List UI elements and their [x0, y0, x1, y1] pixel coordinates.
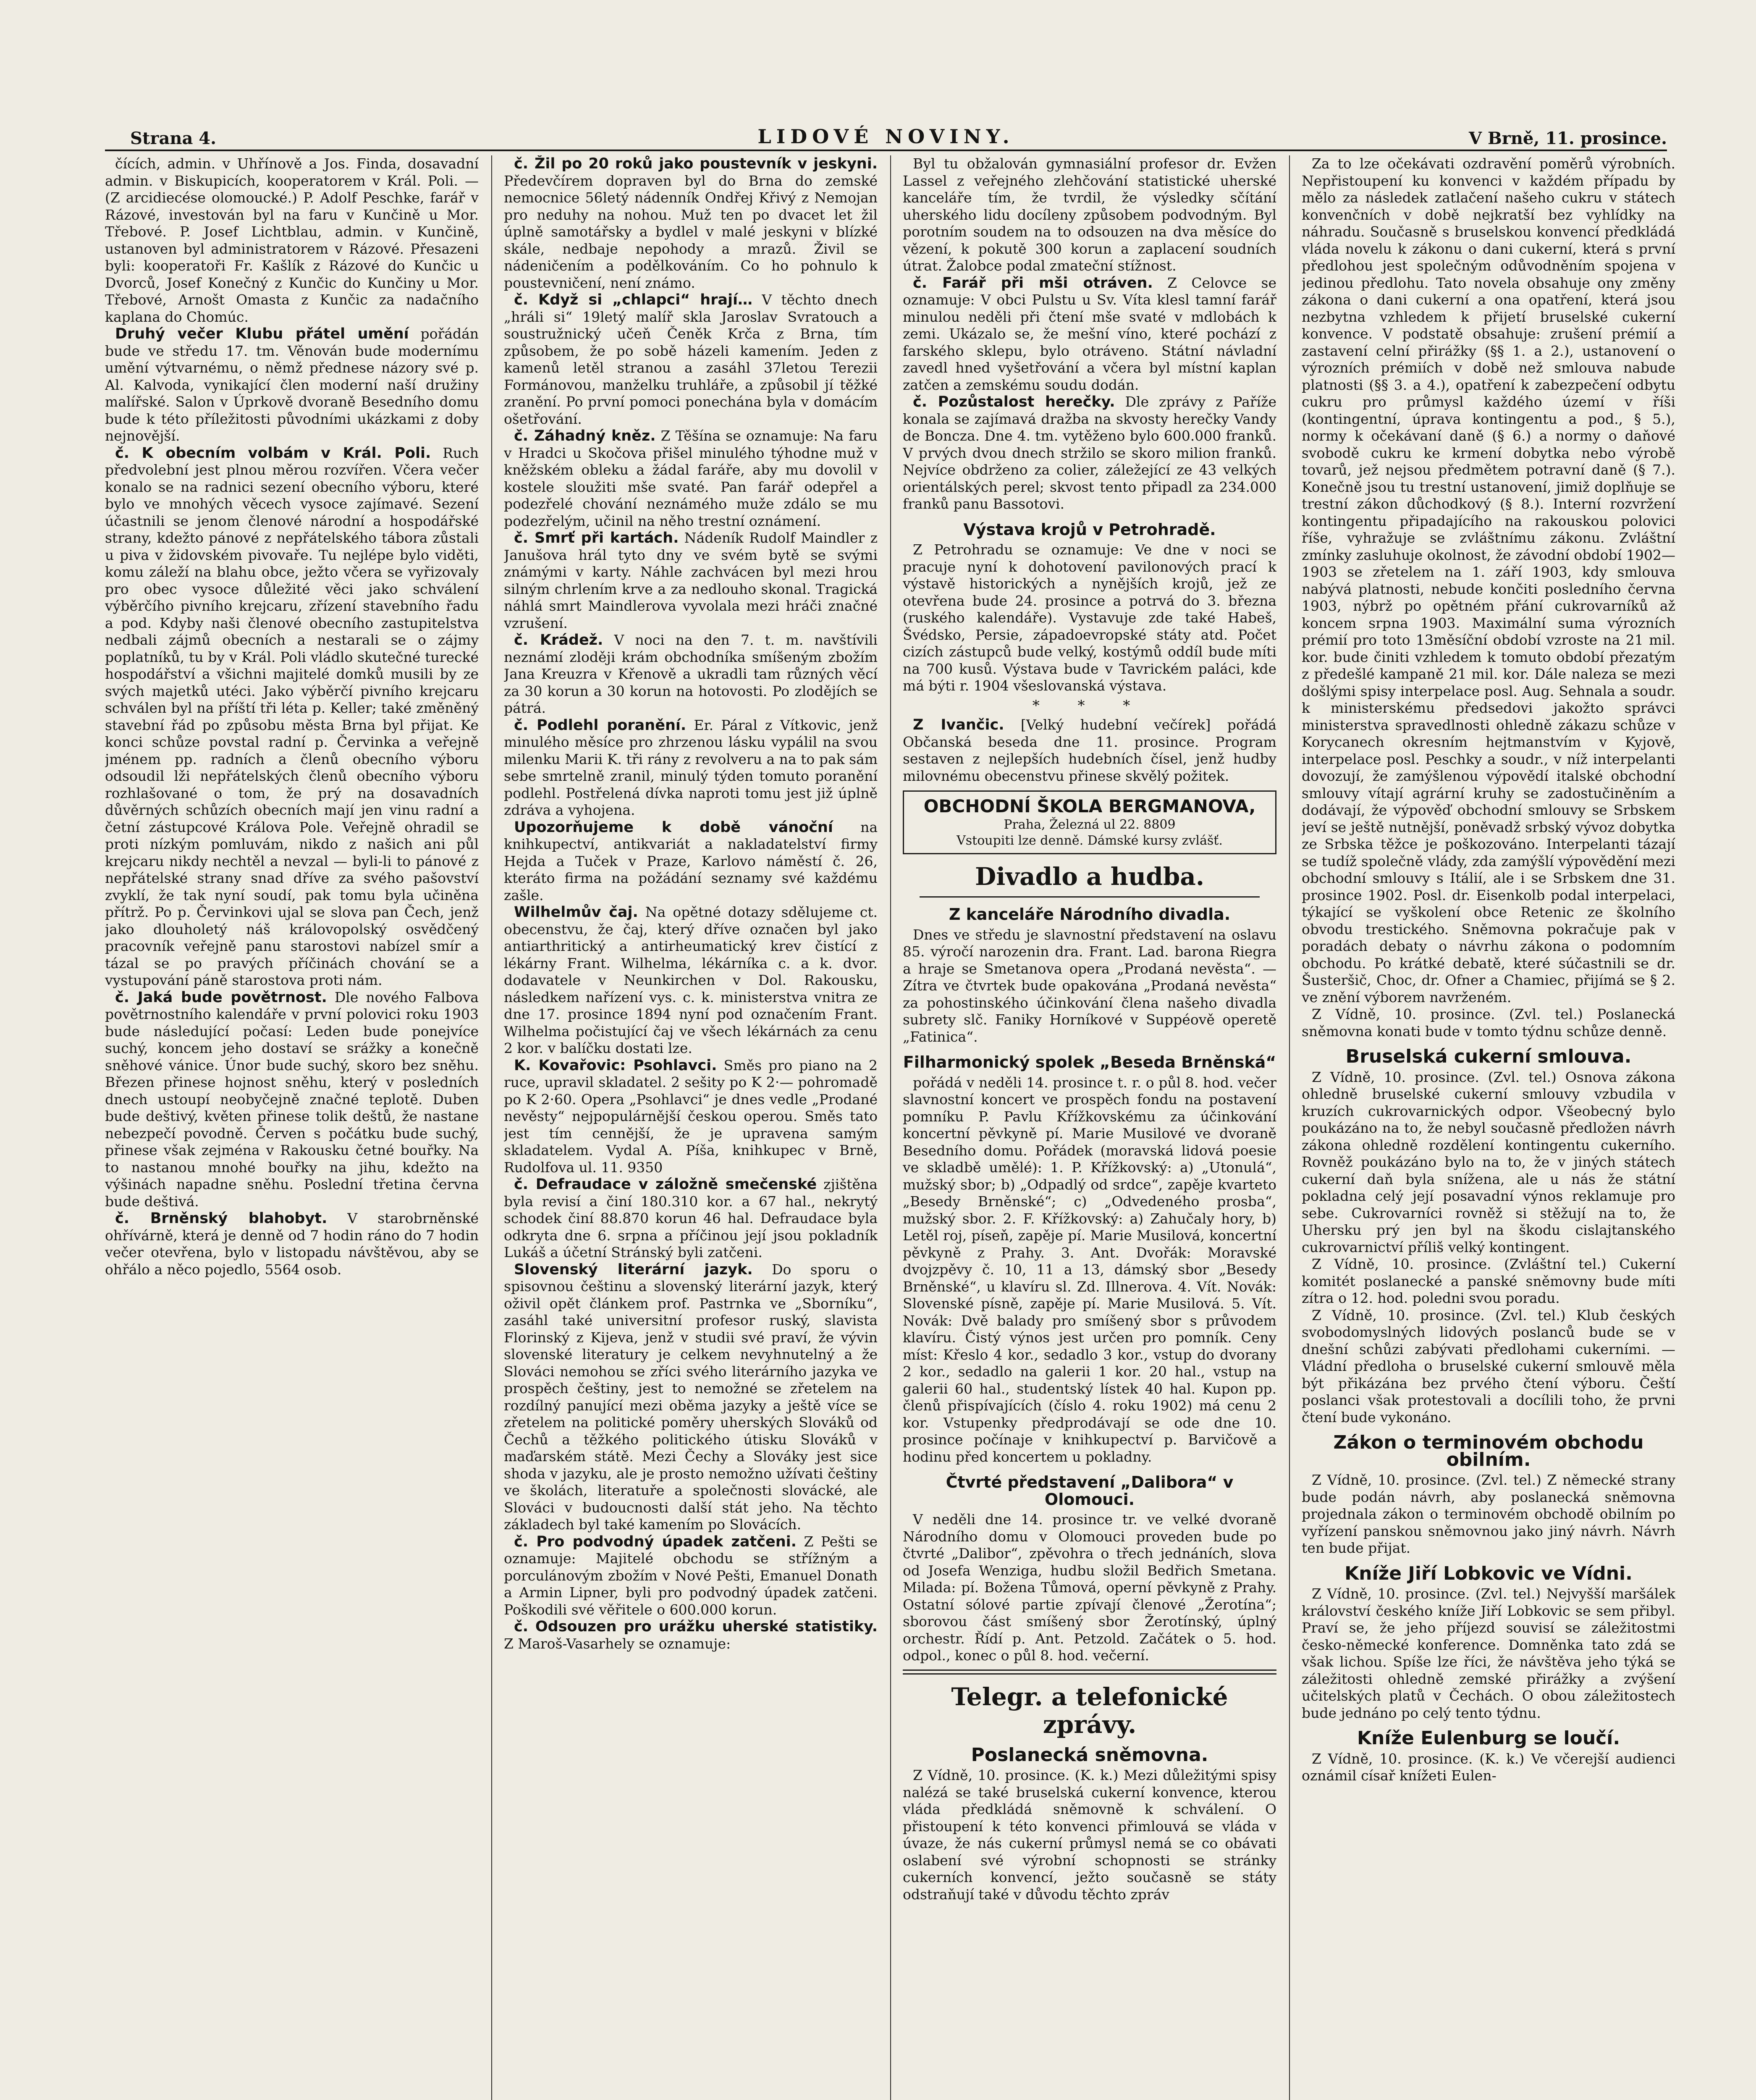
article-text: Dle zprávy z Paříže konala se zajímavá dražba na skvosty herečky Vandy de Boncza. Dne 4. tm. vytěženo bylo 600.000 franků. V prvých dvou dnech stržilo se skoro milion franků. Nejvíce obdrženo za colier, záležející ze 43 velkých orientálských perel; skvost tento připadl za 234.000 franků panu Bassotovi.	[903, 394, 1276, 512]
article-text: Z Vídně, 10. prosince. (Zvláštní tel.) Cukerní komitét poslanecké a panské sněmovny bude míti zítra o 12. hod. poledni svou poradu.	[1302, 1256, 1675, 1306]
article-headline: č. K obecním volbám v Král. Poli.	[115, 444, 431, 462]
article-text: Z Petrohradu se oznamuje: Ve dne v noci se pracuje nyní k dohotovení pavilonových prací k výstavě historických a nynějších krojů, jež ze otevřena bude 24. prosince a potrvá do 3. března (ruského kalendáře). Vystavuje zde také Habeš, Švédsko, Persie, západoevropské státy atd. Počet cizích zástupců bude velký, kostýmů oddíl bude míti na 700 kusů. Výstava bude v Tavrickém paláci, kde má býti r. 1904 všeslovanská výstava.	[903, 541, 1276, 694]
article-headline: Filharmonický spolek „Beseda Brněnská“	[903, 1053, 1276, 1071]
article-text: Z Vídně, 10. prosince. (Zvl. tel.) Poslanecká sněmovna konati bude v tomto týdnu schůze denně.	[1302, 1006, 1675, 1040]
advert-title: OBCHODNÍ ŠKOLA BERGMANOVA,	[923, 796, 1256, 816]
column-divider	[890, 155, 891, 2100]
article-text: Byl tu obžalován gymnasiální profesor dr. Evžen Lassel z veřejného zlehčování statistické uherské kanceláře tím, že tvrdil, že výsledky sčítání uherského lidu docíleny způsobem podvodným. Byl porotním soudem na to odsouzen na dva měsíce do vězení, k pokutě 300 korun a zaplacení soudních útrat. Žalobce podal zmateční stížnost.	[903, 155, 1276, 274]
article-text: Z Maroš-Vasarhely se oznamuje:	[504, 1635, 731, 1652]
article-text: Ruch předvolební jest plnou měrou rozvířen. Včera večer konalo se na radnici sezení obecního výboru, které bylo ve mnohých věcech vysoce zajímavé. Sezení účastnili se jenom členové národní a hospodářské strany, kdežto pánové z nepřátelského tábora zůstali u piva v židovském pivovaře. Tu nejlépe bylo viděti, komu záleží na blahu obce, ježto včera se vyřizovaly pro obec vysoce důležité věci jako schválení výběrčího pivního krejcaru, zřízení stavebního řadu a pod. Kdyby naši členové obecního zastupitelstva nedbali zájmů obecních a nestarali se o zájmy poplatníků, tu by v Král. Poli vládlo skutečné turecké hospodářství a všichni majitelé domků musili by ze svých majetků utéci. Jako výběrčí pivního krejcaru schválen byl na příští tři léta p. Keller; také změněný stavební řád po způsobu města Brna byl přijat. Ke konci schůze povstal radní p. Červinka a veřejně jménem pp. radních a členů obecního výboru odsoudil lži nepřátelských členů obecního výboru rozhlašované o tom, že prý na dosavadních důvěrných schůzích obecních mají jen vinu radní a četní zástupcové Králova Pole. Veřejně ohradil se proti nízkým pomluvám, nikdo z našich ani půl krejcaru nikdy nechtěl a nevzal — byli-li to pánové z nepřátelské strany snad dříve za svého pašovství zvyklí, že tak nyní soudí, pak tomu byla učiněna přítrž. Po p. Červinkovi ujal se slova pan Čech, jenž jako dlouholetý náš královopolský osvědčený pracovník veřejně panu starostovi nabízel smír a tázal se po pravých příčinách chování se a vystupování páně starostova proti nám.	[105, 444, 479, 988]
article-text: pořádá v neděli 14. prosince t. r. o půl 8. hod. večer slavnostní koncert ve prospěch fondu na postavení pomníku P. Pavlu Křížkovskému za účinkování koncertní pěvkyně pí. Marie Musilové ve dvoraně Besedního domu. Pořádek (moravská lidová poesie ve skladbě umělé): 1. P. Křížkovský: a) „Utonulá“, mužský sbor; b) „Odpadlý od srdce“, zapěje kvarteto „Besedy Brněnské“; c) „Odvedeného prosba“, mužský sbor. 2. F. Křížkovský: a) Zahučaly hory, b) Letěl roj, píseň, zapěje pí. Marie Musilová, koncertní pěvkyně z Prahy. 3. Ant. Dvořák: Moravské dvojzpěvy č. 10, 11 a 13, dámský sbor „Besedy Brněnské“, u klavíru sl. Zd. Illnerova. 4. Vít. Novák: Slovenské písně, zapěje pí. Marie Musilová. 5. Vít. Novák: Dvě balady pro smíšený sbor s průvodem klavíru. Čistý výnos jest určen pro pomník. Ceny míst: Křeslo 4 kor., sedadlo 3 kor., vstup do dvorany 2 kor., sedadlo na galerii 1 kor. 20 hal., vstup na galerii 60 hal., studentský lístek 40 hal. Kupon pp. členů přispívajících (číslo 4. roku 1902) má cenu 2 kor. Vstupenky předprodávají se ode dne 10. prosince počínaje v knihkupectví p. Barvičově a hodinu před koncertem u pokladny.	[903, 1074, 1276, 1465]
article-headline: Zákon o terminovém obchodu obilním.	[1333, 1432, 1644, 1470]
article-text: V noci na den 7. t. m. navštívili neznámí zloději krám obchodníka smíšeným zbožím Jana Kreuzra v Křenově a ukradli tam různých věcí za 30 korun a 30 korun na hotovosti. Po zlodějích se pátrá.	[504, 632, 878, 716]
article-headline: Poslanecká sněmovna.	[971, 1744, 1208, 1766]
column-divider	[1289, 155, 1290, 2100]
article-text: Z Vídně, 10. prosince. (Zvl. tel.) Klub českých svobodomyslných lidových poslanců bude se v dnešní schůzi zabývati předlohami cukerními. — Vládní předloha o bruselské cukerní smlouvě měla být přikázána bez prvého čtení výboru. Čeští poslanci však protestovali a docílili toho, že prvni čtení bude vykonáno.	[1302, 1307, 1675, 1425]
page-number: Strana 4.	[130, 129, 217, 148]
article-headline: č. Jaká bude povětrnost.	[115, 989, 327, 1006]
article-headline: Wilhelmův čaj.	[514, 904, 638, 921]
article-text: Z Celovce se oznamuje: V obci Pulstu u Sv. Víta klesl tamní farář minulou neděli při čtení mše svaté v mdlobách k zemi. Ukázalo se, že mešní víno, které pochází z farského sklepu, bylo otráveno. Státní návladní zavedl hned vyšetřování a včera byl místní kaplan zatčen a zemskému soudu dodán.	[903, 274, 1276, 393]
article-text: Předevčírem dopraven byl do Brna do zemské nemocnice 56letý nádenník Ondřej Křivý z Nemojan pro neduhy na nohou. Muž ten po dvacet let žil úplně samotářsky a bydlel v malé jeskyni v blízké skále, nedbaje nepohody a mrazů. Živil se nádeničením a podělkováním. Co ho pohnulo k poustevničení, není známo.	[504, 172, 878, 291]
article-text: Z Vídně, 10. prosince. (K. k.) Mezi důležitými spisy nalézá se také bruselská cukerní konvence, kterou vláda předkládá sněmovně k schválení. O přistoupení k této konvenci přimlouvá se vláda v úvaze, že nás cukerní průmysl nemá se co obávati oslabení své výrobní schopnosti se stránky cukerních konvencí, ježto současně se státy odstraňují také v důvodu těchto zpráv	[903, 1767, 1276, 1903]
article-headline: č. Defraudace v záložně smečenské	[514, 1176, 817, 1193]
article-text: pořádán bude ve středu 17. tm. Věnován bude modernímu umění výtvarnému, o němž přednese názory své p. Al. Kalvoda, vynikající člen moderní naší družiny malířské. Salon v Úprkově dvoraně Besedního domu bude k této příležitosti původními ukázkami z doby nejnovější.	[105, 326, 479, 444]
article-headline: Slovenský literární jazyk.	[514, 1261, 753, 1278]
article-text: Za to lze očekávati ozdravění poměrů výrobních. Nepřistoupení ku konvenci v každém případu by mělo za následek zatlačení našeho cukru v státech konvenčních v době nejkratší bez vyhlídky na náhradu. Současně s bruselskou konvencí předkládá vláda novelu k zákonu o dani cukerní, která s první předlohou jest společným odůvodněním spojena v jedinou předlohu. Tato novela obsahuje ony změny zákona o dani cukerní a ona opatření, která jsou nezbytna vzhledem k přijetí bruselské cukerní konvence. V podstatě obsahuje: zrušení prémií a zastavení celní přirážky (§§ 1. a 2.), ustanovení o výrozních prémiích v době než smlouva nabude platnosti (§§ 3. a 4.), opatření k zabezpečení odbytu cukru pro průmysl každého území v říši (kontingentní, úprava kontingentu a pod., § 5.), normy k očekávaní daně (§ 6.) a normy o daňové svobodě cukru ke krmení dobytka nebo výrobě tovarů, jež nejsou předmětem potravní daně (§ 7.). Konečně jsou tu trestní ustanovení, jimiž doplňuje se trestní zákon důchodkový (§ 8.). Interní rozvržení kontingentu připadajícího na rakouskou polovici říše, vyhražuje se zvláštnímu zákonu. Zvláštní zmínky zasluhuje okolnost, že závodní období 1902—1903 se zřetelem na 1. září 1903, kdy smlouva nabývá platnosti, nebude končiti posledního června 1903, nýbrž po opětném přání cukrovarníků až koncem srpna 1903. Maximální suma výrozních prémií pro toto 13měsíční období vzroste na 21 mil. kor. bude činiti vzhledem k tomuto období přezatým z předešlé kampaně 21 mil. kor. Dále naleza se mezi došlými spisy interpelace posl. Aug. Sehnala a soudr. k ministerskému předsedovi jakožto správci ministerstva spravedlnosti ohledně zákazu schůze v Korycanech okresním hejtmanstvím v Kyjově, interpelace posl. Peschky a soudr., v níž interpelanti dovozují, že zamýšlenou výpovědí italské obchodní smlouvy vítají agrární kruhy se zadostučiněním a dodávají, že výpověď obchodní smlouvy se Srbskem jeví se ještě nutnější, poněvadž srbský vývoz dobytka ze Srbska těžce je poškozováno. Interpelanti tázají se tudíž společně vlády, zda zamýšlí výpovědění mezi obchodní smlouvy s Itálií, ale i se Srbskem dne 31. prosince 1902. Posl. dr. Eisenkolb podal interpelaci, týkající se vyškolení obce Retenic ze školního obvodu trestického. Sněmovna pokračuje pak v poradách debaty o návrhu zákona o podomním obchodu. Po krátké debatě, které súčastnili se dr. Šusteršič, Choc, dr. Ofner a Chamiec, přijímá se § 2. ve znění výborem navrženém.	[1302, 155, 1675, 1005]
advert-text: Směs pro piano na 2 ruce, upravil skladatel. 2 sešity po K 2·— pohromadě po K 2·60. Opera „Psohlavci“ je dnes vedle „Prodané nevěsty“ nejpopulárnější českou operou. Směs tato jest tím cennější, že je upravena samým skladatelem. Vydal A. Píša, knihkupec v Brně, Rudolfova ul. 11. 9350	[504, 1057, 878, 1176]
article-headline: Upozorňujeme k době vánoční	[514, 819, 833, 836]
article-text: V starobrněnské ohřívárně, která je denně od 7 hodin ráno do 7 hodin večer otevřena, bylo v listopadu návštěvou, aby se ohřálo a něco pojedlo, 5564 osob.	[105, 1210, 479, 1278]
newspaper-title: LIDOVÉ NOVINY.	[757, 125, 1014, 148]
article-text: Na opětné dotazy sdělujeme ct. obecenstvu, že čaj, který dříve označen byl jako antiarthritický a antirheumatický krev čistící z lékárny Frant. Wilhelma, lékárníka c. a k. dvor. dodavatele v Neunkirchen v Dol. Rakousku, následkem nařízení vys. c. k. ministerstva vnitra ze dne 17. prosince 1894 nyní pod označením Frant. Wilhelma počistující čaj ve všech lékárnách za cenu 2 kor. v balíčku dostati lze.	[504, 904, 878, 1056]
column-divider	[491, 155, 492, 2100]
column-3	[903, 155, 1276, 2100]
section-separator: * * *	[1032, 697, 1147, 714]
article-headline: Výstava krojů v Petrohradě.	[963, 520, 1216, 539]
article-headline: Kníže Eulenburg se loučí.	[1357, 1727, 1620, 1749]
article-headline: č. Pozůstalost herečky.	[913, 394, 1115, 410]
column-1	[105, 155, 479, 2100]
section-title: Telegr. a telefonické zprávy.	[951, 1682, 1228, 1739]
section-double-rule	[903, 1670, 1276, 1675]
dateline: V Brně, 11. prosince.	[1469, 129, 1667, 148]
article-text: Nádeník Rudolf Maindler z Janušova hrál tyto dny ve svém bytě se svými známými v karty. Náhle zachvácen byl mezi hrou silným chrlením krve a za nedlouho skonal. Tragická náhlá smrt Maindlerova vyvolala mezi hráči značné vzrušení.	[504, 530, 878, 631]
article-text: Z Vídně, 10. prosince. (Zvl. tel.) Z německé strany bude podán návrh, aby poslanecká sněmovna projednala zákon o terminovém obchodě obilním po vyřízení panskou sněmovnou jako jiný návrh. Návrh ten bude přijat.	[1302, 1472, 1675, 1556]
header-rule	[105, 150, 1667, 151]
article-headline: Kníže Jiří Lobkovic ve Vídni.	[1345, 1562, 1633, 1584]
article-text: Z Vídně, 10. prosince. (K. k.) Ve včerejší audienci oznámil císař knížeti Eulen-	[1302, 1750, 1675, 1784]
article-headline: Z kanceláře Národního divadla.	[949, 905, 1231, 924]
article-headline: Z Ivančic.	[913, 717, 1004, 733]
school-advert	[903, 790, 1276, 854]
article-headline: Bruselská cukerní smlouva.	[1345, 1046, 1632, 1067]
article-headline: č. Smrť při kartách.	[514, 530, 679, 546]
article-text: zjištěna byla revisí a činí 180.310 kor. a 67 hal., nekrytý schodek činí 88.870 korun 46 hal. Defraudace byla odkryta dne 6. srpna a příčinou její jsou pokladník Lukáš a účetní Stránský byli zatčeni.	[504, 1176, 878, 1260]
article-text: Do sporu o spisovnou češtinu a slovenský literární jazyk, který oživil opět článkem prof. Pastrnka ve „Sborníku“, zasáhl také universitní profesor ruský, slavista Florinský z Kijeva, jenž v studii své praví, že vývin slovenské literatury je celkem nevyhnutelný a že Slováci nemohou se zříci svého literárního jazyka ve prospěch češtiny, jest to nemožné se zřetelem na rozdílný panující mezi oběma jazyky a ještě více se zřetelem na politické poměry uherských Slováků od Čechů a těžkého politického útisku Slováků v maďarském státě. Mezi Čechy a Slováky jest sice shoda v jazyku, ale je prosto nemožno užívati češtiny ve školách, literatuře a společnosti slovácké, ale Slováci v budoucnosti další stát jeho. Na těchto základech byl také kamením po Slovácích.	[504, 1261, 878, 1533]
article-text: Z Pešti se oznamuje: Majitelé obchodu se střížným a porculánovým zbožím v Nové Pešti, Emanuel Donath a Armin Lipner, byli pro podvodný úpadek zatčeni. Poškodili své věřitele o 600.000 korun.	[504, 1533, 878, 1618]
advert-headline: K. Kovařovic: Psohlavci.	[514, 1057, 717, 1074]
article-headline: č. Pro podvodný úpadek zatčeni.	[514, 1533, 797, 1550]
article-text: V neděli dne 14. prosince tr. ve velké dvoraně Národního domu v Olomouci proveden bude po čtvrté „Dalibor“, zpěvohra o třech jednáních, slova od Josefa Wenziga, hudbu složil Bedřich Smetana. Milada: pí. Božena Tůmová, operní pěvkyně z Prahy. Ostatní sólové partie zpívají členové „Žerotína“; sborovou část smíšený sbor Žerotínský, úplný orchestr. Řídí p. Ant. Petzold. Začátek o 5. hod. odpol., konec o půl 8. hod. večerní.	[903, 1511, 1276, 1664]
article-headline: č. Odsouzen pro urážku uherské statistiky.	[514, 1618, 878, 1635]
article-text: Z Vídně, 10. prosince. (Zvl. tel.) Nejvyšší maršálek království českého kníže Jiří Lobkovic se sem přibyl. Praví se, že jeho příjezd souvisí se záležitostmi česko-německé konference. Domněnka tato zdá se však lichou. Spíše lze říci, že návštěva jeho týká se záležitosti ohledně zemské přirážky a zvýšení učitelských platů v Čechách. O obou záležitostech bude jednáno po celý tento týdnu.	[1302, 1586, 1675, 1721]
column-2	[504, 155, 878, 2100]
article-headline: č. Záhadný kněz.	[514, 428, 656, 444]
column-4	[1302, 155, 1675, 2100]
article-text: Dle nového Falbova povětrnostního kalendáře v první polovici roku 1903 bude následující počasí: Leden bude ponejvíce suchý, koncem jeho dostaví se srážky a konečně sněhové vánice. Únor bude suchý, skoro bez sněhu. Březen přinese hojnost sněhu, který v posledních dnech ustoupí neobyčejně značné teplotě. Duben bude deštivý, květen přinese tolik deštů, že nastane nebezpečí povodně. Červen s počátku bude suchý, přinese však zejména v Rakousku četné bouřky. Na to nastanou mnohé bouřky na jihu, kdežto na výšinách napadne sněhu. Poslední třetina června bude deštivá.	[105, 989, 479, 1210]
article-headline: č. Krádež.	[514, 632, 603, 648]
advert-note: Vstoupiti lze denně. Dámské kursy zvlášť.	[957, 833, 1223, 848]
advert-address: Praha, Železná ul 22. 8809	[1004, 817, 1176, 832]
article-text: čících, admin. v Uhřínově a Jos. Finda, dosavadní admin. v Biskupicích, kooperatorem v Král. Poli. — (Z arcidiecése olomoucké.) P. Adolf Peschke, farář v Rázové, investován byl na faru v Kunčině u Mor. Třebové. P. Josef Lichtblau, admin. v Kunčině, ustanoven byl administratorem v Rázové. Přesazeni byli: kooperatoři Fr. Kašlík z Rázové do Kunčic u Dvorců, Josef Konečný z Kunčic do Kunčiny u Mor. Třebové, Arnošt Omasta z Kunčic za nadačního kaplana do Chomúc.	[105, 155, 479, 325]
article-text: Z Těšína se oznamuje: Na faru v Hradci u Skočova přišel minulého týhodne muž v kněžském obleku a žádal faráře, aby mu dovolil v kostele sloužiti mše svaté. Pan farář odepřel a podezřelé chování neznámého muže zdálo se mu podezřelým, učinil na něho trestní oznámení.	[504, 428, 878, 529]
section-rule	[920, 896, 1260, 898]
article-text: [Velký hudební večírek] pořádá Občanská beseda dne 11. prosince. Program sestaven z nejlepších hudebních čísel, jenž hudby milovnému obecenstvu přinese skvělý požitek.	[903, 717, 1276, 784]
article-headline: č. Farář při mši otráven.	[913, 274, 1153, 291]
article-text: na knihkupectví, antikvariát a nakladatelství firmy Hejda a Tuček v Praze, Karlovo náměstí č. 26, kteráto firma na požádání seznamy své každému zašle.	[504, 819, 878, 903]
page-header	[105, 118, 1667, 151]
article-headline: č. Když si „chlapci“ hrají…	[514, 291, 753, 308]
article-headline: Čtvrté představení „Dalibora“ v Olomouci.	[946, 1473, 1234, 1509]
article-text: Z Vídně, 10. prosince. (Zvl. tel.) Osnova zákona ohledně bruselské cukerní smlouvy vzbudila v kruzích cukrovarnických odpor. Všeobecný bylo poukázáno na to, že nebyl současně předložen návrh zákona ohledně rozdělení kontingentu cukerního. Rovněž poukázáno bylo na to, že v jiných státech cukerní daň byla snížena, ale u nás že státní pokladna celý její posavadní výnos reklamuje pro sebe. Cukrovarníci rovněž si stěžují na to, že Uhersku prý jen byl na škodu cislajtanského cukrovarnictví příliš velký kontingent.	[1302, 1068, 1675, 1255]
article-headline: č. Brněnský blahobyt.	[115, 1210, 328, 1227]
article-headline: č. Podlehl poranění.	[514, 717, 687, 734]
section-title: Divadlo a hudba.	[975, 862, 1205, 891]
article-headline: č. Žil po 20 roků jako poustevník v jeskyni.	[514, 155, 878, 172]
article-text: Dnes ve středu je slavnostní představení na oslavu 85. výročí narozenin dra. Frant. Lad. barona Riegra a hraje se Smetanova opera „Prodaná nevěsta“. — Zítra ve čtvrtek bude opakována „Prodaná nevěsta“ za pohostinského účinkování člena našeho divadla subrety slč. Faniky Horníkové v Suppéově operetě „Fatinica“.	[903, 926, 1276, 1045]
article-text: V těchto dnech „hráli si“ 19letý malíř skla Jaroslav Svratouch a soustružnický učeň Čeněk Krča z Brna, tím způsobem, že po sobě házeli kamením. Jeden z kamenů letěl stranou a zasáhl 37letou Terezii Formánovou, manželku truhláře, a způsobil jí těžké zranění. Po první pomoci ponechána byla v domácím ošetřování.	[504, 291, 878, 427]
article-headline: Druhý večer Klubu přátel umění	[115, 326, 409, 342]
article-text: Er. Páral z Vítkovic, jenž minulého měsíce pro zhrzenou lásku vypálil na svou milenku Marii K. tři rány z revolveru a na to pak sám sebe smrtelně zranil, minulý týden tomuto poranění podlehl. Postřelená dívka naproti tomu jest již úplně zdráva a vyhojena.	[504, 717, 878, 818]
